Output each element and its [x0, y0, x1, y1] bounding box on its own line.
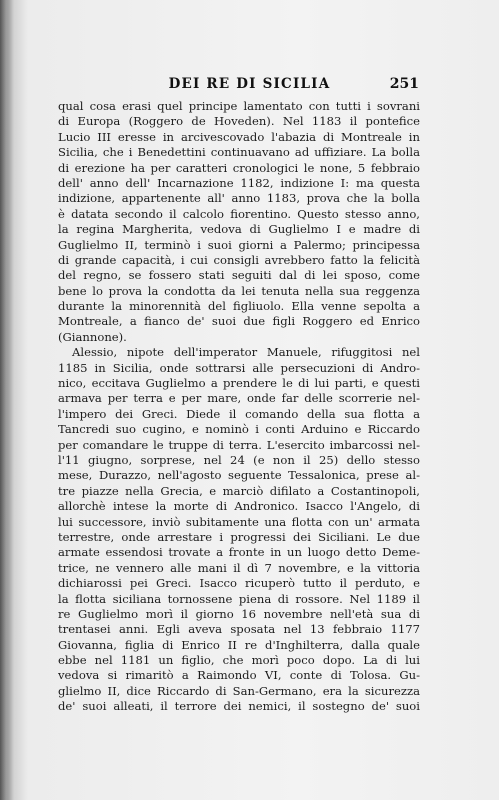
text-line: re Guglielmo morì il giorno 16 novembre nell'età sua di	[58, 606, 420, 621]
text-line: tre piazze nella Grecia, e marciò difilato a Costantinopoli,	[58, 483, 420, 498]
text-line: indizione, appartenente all' anno 1183, prova che la bolla	[58, 191, 420, 206]
text-line: de' suoi alleati, il terrore dei nemici, il sostegno de' suoi	[58, 699, 420, 714]
text-line: di Europa (Roggero de Hoveden). Nel 1183 il pontefice	[58, 114, 420, 129]
page-number: 251	[389, 76, 419, 92]
text-line: del regno, se fossero stati seguiti dal di lei sposo, come	[58, 268, 420, 283]
text-line: vedova si rimaritò a Raimondo VI, conte di Tolosa. Gu-	[58, 668, 420, 683]
text-line: di grande capacità, i cui consigli avrebbero fatto la felicità	[58, 252, 420, 267]
text-line: è datata secondo il calcolo fiorentino. Questo stesso anno,	[58, 206, 420, 221]
text-line: l'impero dei Greci. Diede il comando della sua flotta a	[58, 406, 420, 421]
text-line: terrestre, onde arrestare i progressi dei Siciliani. Le due	[58, 529, 420, 544]
text-line: Giovanna, figlia di Enrico II re d'Inghilterra, dalla quale	[58, 637, 420, 652]
running-title: DEI RE DI SICILIA	[168, 76, 331, 92]
text-line: allorchè intese la morte di Andronico. Isacco l'Angelo, di	[58, 499, 420, 514]
paragraph-1	[58, 99, 420, 345]
page-gutter-shadow	[0, 0, 14, 800]
text-line: di erezione ha per caratteri cronologici le none, 5 febbraio	[58, 160, 420, 175]
text-line: 1185 in Sicilia, onde sottrarsi alle persecuzioni di Andro-	[58, 360, 420, 375]
text-line: Montreale, a fianco de' suoi due figli Roggero ed Enrico	[58, 314, 420, 329]
text-line: (Giannone).	[58, 329, 127, 344]
text-line: Tancredi suo cugino, e nominò i conti Arduino e Riccardo	[58, 422, 420, 437]
text-line: Guglielmo II, terminò i suoi giorni a Palermo; principessa	[58, 237, 420, 252]
text-line: dichiarossi pei Greci. Isacco ricuperò tutto il perduto, e	[58, 576, 420, 591]
text-line: Lucio III eresse in arcivescovado l'abazia di Montreale in	[58, 129, 420, 144]
text-line: trentasei anni. Egli aveva sposata nel 13 febbraio 1177	[58, 622, 420, 637]
text-line: armava per terra e per mare, onde far delle scorrerie nel-	[58, 391, 420, 406]
text-line: Sicilia, che i Benedettini continuavano ad uffiziare. La bolla	[58, 145, 420, 160]
text-line: bene lo prova la condotta da lei tenuta nella sua reggenza	[58, 283, 420, 298]
text-line: durante la minorennità del figliuolo. Ella venne sepolta a	[58, 299, 420, 314]
body-text	[58, 99, 420, 715]
running-head	[0, 76, 499, 94]
text-line: glielmo II, dice Riccardo di San-Germano, era la sicurezza	[58, 683, 420, 698]
text-line: nico, eccitava Guglielmo a prendere le di lui parti, e questi	[58, 376, 420, 391]
text-line: la regina Margherita, vedova di Guglielmo I e madre di	[58, 222, 420, 237]
text-line: lui successore, inviò subitamente una flotta con un' armata	[58, 514, 420, 529]
text-line: trice, ne vennero alle mani il dì 7 novembre, e la vittoria	[58, 560, 420, 575]
text-line: per comandare le truppe di terra. L'esercito imbarcossi nel-	[58, 437, 420, 452]
text-line: l'11 giugno, sorprese, nel 24 (e non il 25) dello stesso	[58, 452, 420, 467]
paragraph-2	[58, 345, 420, 714]
text-line: la flotta siciliana tornossene piena di rossore. Nel 1189 il	[58, 591, 420, 606]
text-line: dell' anno dell' Incarnazione 1182, indizione I: ma questa	[58, 175, 420, 190]
text-line: mese, Durazzo, nell'agosto seguente Tessalonica, prese al-	[58, 468, 420, 483]
text-line: qual cosa erasi quel principe lamentato con tutti i sovrani	[58, 99, 420, 113]
text-line: armate essendosi trovate a fronte in un luogo detto Deme-	[58, 545, 420, 560]
text-line: Alessio, nipote dell'imperator Manuele, rifuggitosi nel	[72, 345, 420, 360]
text-line: ebbe nel 1181 un figlio, che morì poco dopo. La di lui	[58, 653, 420, 668]
